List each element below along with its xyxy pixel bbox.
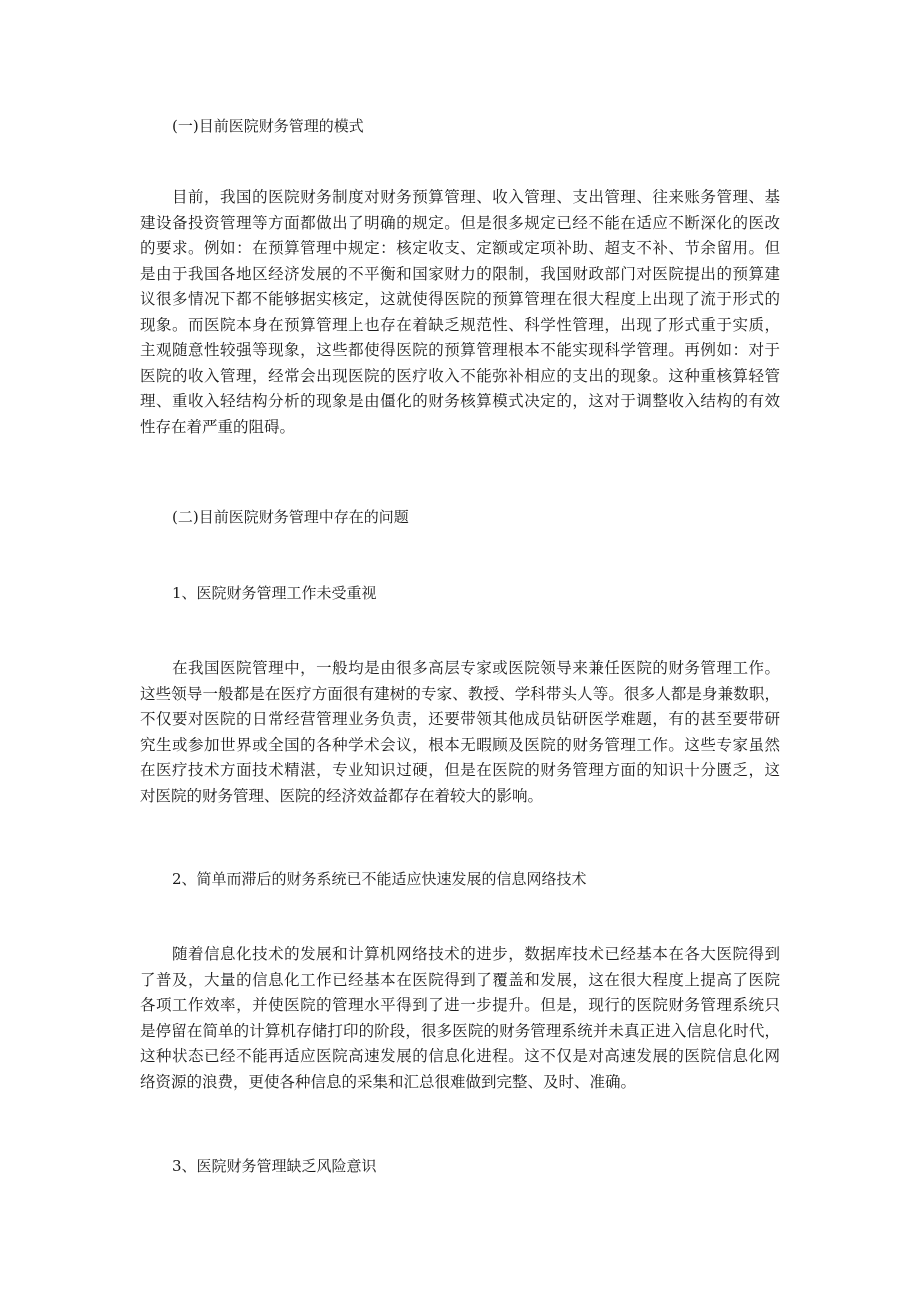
section-heading-2: (二)目前医院财务管理中存在的问题: [172, 508, 409, 526]
paragraph-line: 这种状态已经不能再适应医院高速发展的信息化进程。这不仅是对高速发展的医院信息化网: [140, 1047, 780, 1065]
paragraph-line: 了普及，大量的信息化工作已经基本在医院得到了覆盖和发展，这在很大程度上提高了医院: [140, 970, 780, 989]
paragraph-line: 的要求。例如：在预算管理中规定：核定收支、定额或定项补助、超支不补、节余留用。但: [140, 239, 780, 257]
paragraph-line: 是由于我国各地区经济发展的不平衡和国家财力的限制，我国财政部门对医院提出的预算建: [140, 264, 780, 283]
section-heading-5: 3、医院财务管理缺乏风险意识: [172, 1157, 377, 1175]
paragraph-line: 目前，我国的医院财务制度对财务预算管理、收入管理、支出管理、往来账务管理、基: [172, 188, 780, 206]
paragraph-line: 络资源的浪费，更使各种信息的采集和汇总很难做到完整、及时、准确。: [140, 1072, 637, 1091]
paragraph-line: 这些领导一般都是在医疗方面很有建树的专家、教授、学科带头人等。很多人都是身兼数职，: [140, 684, 780, 703]
section-heading-3: 1、医院财务管理工作未受重视: [172, 584, 377, 602]
paragraph-line: 不仅要对医院的日常经营管理业务负责，还要带领其他成员钻研医学难题，有的甚至要带研: [140, 710, 780, 728]
section-heading-4: 2、简单而滞后的财务系统已不能适应快速发展的信息网络技术: [172, 870, 587, 888]
paragraph-line: 随着信息化技术的发展和计算机网络技术的进步，数据库技术已经基本在各大医院得到: [172, 945, 780, 963]
paragraph-line: 是停留在简单的计算机存储打印的阶段，很多医院的财务管理系统并未真正进入信息化时代，: [140, 1021, 780, 1040]
paragraph-line: 在我国医院管理中，一般均是由很多高层专家或医院领导来兼任医院的财务管理工作。: [172, 659, 780, 677]
paragraph-2: [140, 656, 780, 809]
paragraph-line: 主观随意性较强等现象，这些都使得医院的预算管理根本不能实现科学管理。再例如：对于: [140, 341, 780, 359]
paragraph-line: 理、重收入轻结构分析的现象是由僵化的财务核算模式决定的，这对于调整收入结构的有效: [140, 392, 780, 410]
paragraph-line: 医院的收入管理，经常会出现医院的医疗收入不能弥补相应的支出的现象。这种重核算轻管: [140, 366, 780, 385]
paragraph-line: 议很多情况下都不能够据实核定，这就使得医院的预算管理在很大程度上出现了流于形式的: [140, 290, 780, 308]
paragraph-1: [140, 185, 780, 440]
paragraph-line: 各项工作效率，并使医院的管理水平得到了进一步提升。但是，现行的医院财务管理系统只: [140, 996, 780, 1014]
paragraph-line: 建设备投资管理等方面都做出了明确的规定。但是很多规定已经不能在适应不断深化的医改: [140, 213, 780, 232]
paragraph-line: 现象。而医院本身在预算管理上也存在着缺乏规范性、科学性管理，出现了形式重于实质，: [140, 315, 780, 334]
paragraph-line: 究生或参加世界或全国的各种学术会议，根本无暇顾及医院的财务管理工作。这些专家虽然: [140, 735, 780, 754]
section-heading-1: (一)目前医院财务管理的模式: [172, 117, 364, 135]
paragraph-line: 性存在着严重的阻碍。: [140, 417, 296, 436]
paragraph-line: 对医院的财务管理、医院的经济效益都存在着较大的影响。: [140, 786, 544, 805]
paragraph-3: [140, 942, 780, 1095]
paragraph-line: 在医疗技术方面技术精湛，专业知识过硬，但是在医院的财务管理方面的知识十分匮乏，这: [140, 761, 780, 779]
